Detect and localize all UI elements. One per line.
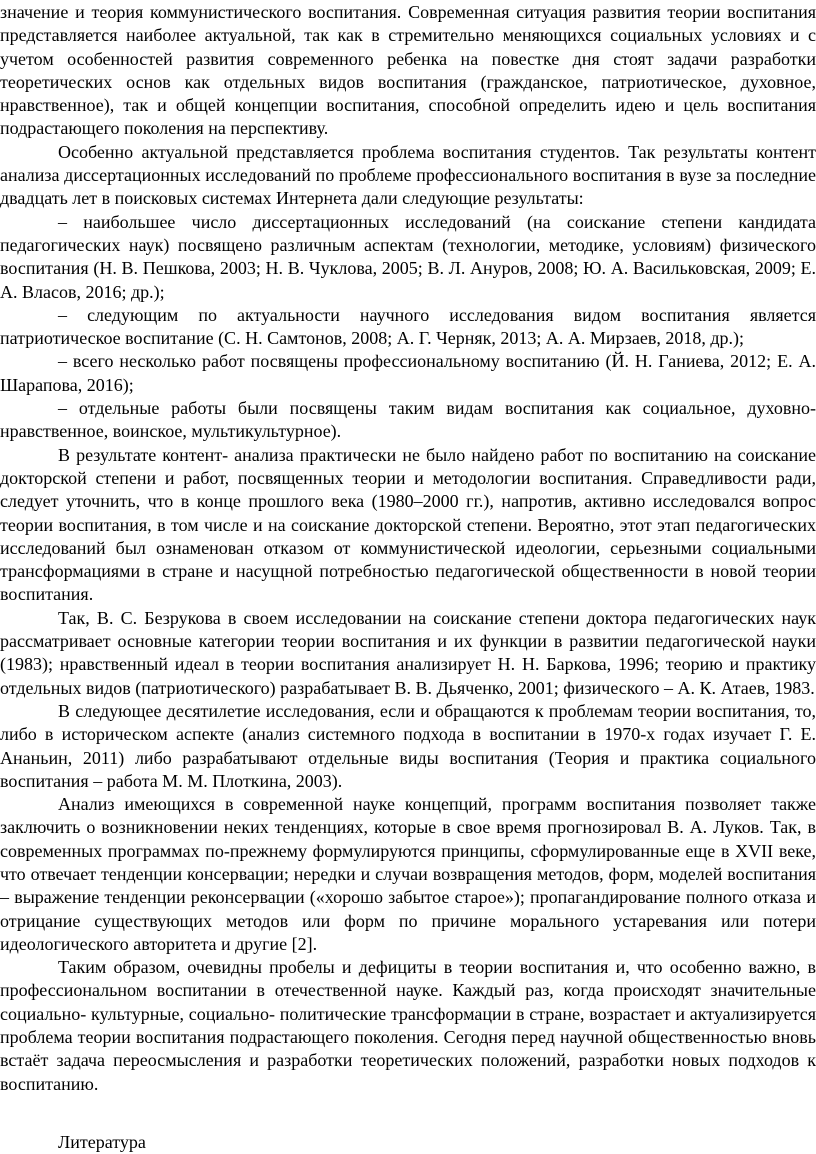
paragraph-9: В следующее десятилетие исследования, если и обращаются к проблемам теории воспитания, то, либо в историческом аспекте (анализ системного подхода в воспитании в 1970-х годах изучает Г. Е. Ананьин, 2011) либо разрабатывают отдельные виды воспитания (Теория и практика социального воспитания – работа М. М. Плоткина, 2003). <box>0 700 816 791</box>
references-heading: Литература <box>58 1131 146 1152</box>
paragraph-5-list-item: – всего несколько работ посвящены профессиональному воспитанию (Й. Н. Ганиева, 2012; Е. А. Шарапова, 2016); <box>0 351 816 395</box>
paragraph-10: Анализ имеющихся в современной науке концепций, программ воспитания позволяет также заключить о возникновении неких тенденциях, которые в свое время прогнозировал В. А. Луков. Так, в современных программах по-прежнему формулируются принципы, сформулированные еще в XVII веке, что отвечает тенденции консервации; нередки и случаи возвращения методов, форм, моделей воспитания – выражение тенденции реконсервации («хорошо забытое старое»); пропагандирование полного отказа и отрицание существующих методов или форм по причине морального устаревания или потери идеологического авторитета и другие [2]. <box>0 794 816 954</box>
paragraph-1: значение и теория коммунистического воспитания. Современная ситуация развития теории воспитания представляется наиболее актуальной, так как в стремительно меняющихся социальных условиях и с учетом особенностей развития современного ребенка на повестке дня стоят задачи разработки теоретических основ как отдельных видов воспитания (гражданское, патриотическое, духовное, нравственное), так и общей концепции воспитания, способной определить идею и цель воспитания подрастающего поколения на перспективу. <box>0 2 816 139</box>
section-spacer <box>0 1096 816 1131</box>
paragraph-11: Таким образом, очевидны пробелы и дефициты в теории воспитания и, что особенно важно, в профессиональном воспитании в отечественной науке. Каждый раз, когда происходят значительные социально- культурные, социально- политические трансформации в стране, возрастает и актуализируется проблема теории воспитания подрастающего поколения. Сегодня перед научной общественностью вновь встаёт задача переосмысления и разработки теоретических положений, разработки новых подходов к воспитанию. <box>0 957 816 1094</box>
paragraph-4-list-item: – следующим по актуальности научного исследования видом воспитания является патриотическое воспитание (С. Н. Самтонов, 2008; А. Г. Черняк, 2013; А. А. Мирзаев, 2018, др.); <box>0 304 816 349</box>
paragraph-6-list-item: – отдельные работы были посвящены таким видам воспитания как социальное, духовно-нравственное, воинское, мультикультурное). <box>0 398 816 442</box>
paragraph-7: В результате контент- анализа практически не было найдено работ по воспитанию на соискание докторской степени и работ, посвященных теории и методологии воспитания. Справедливости ради, следует уточнить, что в конце прошлого века (1980–2000 гг.), напротив, активно исследовался вопрос теории воспитания, в том числе и на соискание докторской степени. Вероятно, этот этап педагогических исследований был ознаменован отказом от коммунистической идеологии, серьезными социальными трансформациями в стране и насущной потребностью педагогической общественности в новой теории воспитания. <box>0 444 816 605</box>
paragraph-2: Особенно актуальной представляется проблема воспитания студентов. Так результаты контент анализа диссертационных исследований по проблеме профессионального воспитания в вузе за последние двадцать лет в поисковых системах Интернета дали следующие результаты: <box>0 141 816 209</box>
paragraph-8: Так, В. С. Безрукова в своем исследовании на соискание степени доктора педагогических наук рассматривает основные категории теории воспитания и их функции в развитии педагогической науки (1983); нравственный идеал в теории воспитания анализирует Н. Н. Баркова, 1996; теорию и практику отдельных видов (патриотического) разрабатывает В. В. Дьяченко, 2001; физического – А. К. Атаев, 1983. <box>0 607 816 698</box>
paragraph-3-list-item: – наибольшее число диссертационных исследований (на соискание степени кандидата педагогических наук) посвящено различным аспектам (технологии, методике, условиям) физического воспитания (Н. В. Пешкова, 2003; Н. В. Чуклова, 2005; В. Л. Ануров, 2008; Ю. А. Васильковская, 2009; Е. А. Власов, 2016; др.); <box>0 211 816 302</box>
